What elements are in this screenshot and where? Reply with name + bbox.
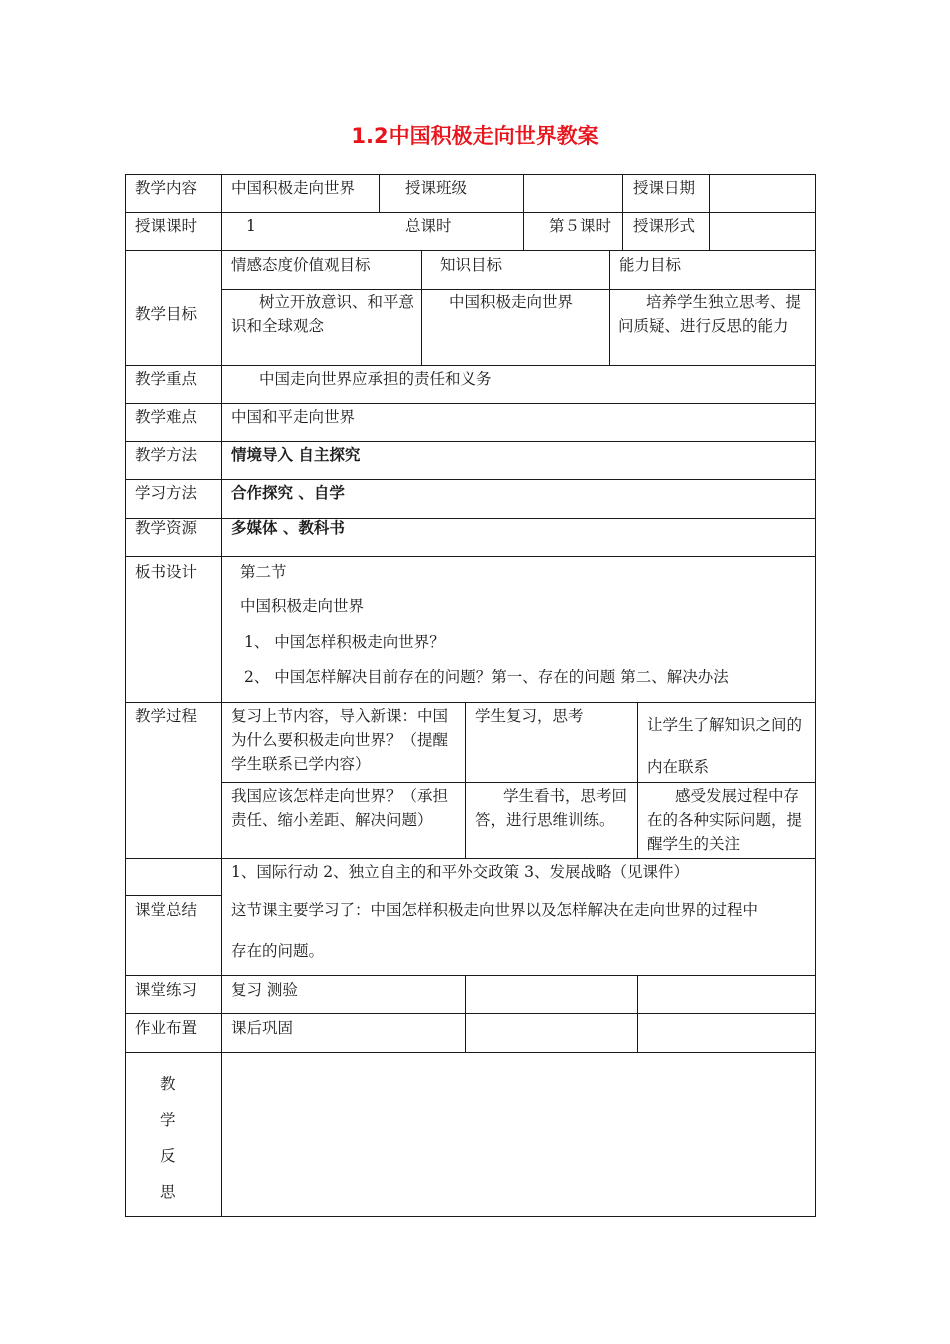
difficulty-label: 教学难点: [135, 408, 198, 426]
board-line-4: 2、 中国怎样解决目前存在的问题？第一、存在的问题 第二、解决办法: [244, 668, 729, 686]
content-value: 中国积极走向世界: [231, 179, 356, 197]
hours-label: 授课课时: [135, 217, 198, 235]
reflection-char-1: 教: [160, 1075, 176, 1093]
practice-label: 课堂练习: [135, 981, 198, 999]
total-hours-label: 总课时: [405, 217, 452, 235]
summary-label: 课堂总结: [135, 901, 198, 919]
goal-header-ability: 能力目标: [619, 256, 682, 274]
summary-line-1: 1、国际行动 2、独立自主的和平外交政策 3、发展战略（见课件）: [231, 863, 689, 881]
form-label: 授课形式: [633, 217, 696, 235]
process-row2-teacher: 我国应该怎样走向世界？（承担责任、缩小差距、解决问题）: [231, 787, 449, 829]
key-point-label: 教学重点: [135, 370, 198, 388]
learning-method-value: 合作探究 、自学: [231, 484, 345, 502]
goal-attitude-value: 树立开放意识、和平意识和全球观念: [231, 293, 415, 335]
goals-label: 教学目标: [135, 305, 198, 323]
board-label: 板书设计: [135, 563, 198, 581]
process-row2-student: 学生看书，思考回答，进行思维训练。: [475, 787, 628, 829]
goal-header-attitude: 情感态度价值观目标: [231, 256, 371, 274]
process-label: 教学过程: [135, 707, 198, 725]
content-label: 教学内容: [135, 179, 198, 197]
process-row1-teacher: 复习上节内容，导入新课：中国为什么要积极走向世界？（提醒学生联系已学内容）: [231, 707, 449, 773]
difficulty-value: 中国和平走向世界: [231, 408, 356, 426]
hours-value: 1: [246, 217, 256, 235]
board-line-2: 中国积极走向世界: [240, 597, 365, 615]
teaching-method-value: 情境导入 自主探究: [231, 446, 361, 464]
process-row1-purpose: 让学生了解知识之间的内在联系: [647, 716, 803, 776]
class-label: 授课班级: [405, 179, 468, 197]
practice-value: 复习 测验: [231, 981, 298, 999]
goal-knowledge-value: 中国积极走向世界: [449, 293, 574, 311]
board-line-1: 第二节: [240, 563, 287, 581]
key-point-value: 中国走向世界应承担的责任和义务: [259, 370, 492, 388]
teaching-method-label: 教学方法: [135, 446, 198, 464]
summary-line-2: 这节课主要学习了：中国怎样积极走向世界以及怎样解决在走向世界的过程中: [231, 901, 759, 919]
reflection-char-2: 学: [160, 1111, 176, 1129]
process-row1-student: 学生复习，思考: [475, 707, 584, 725]
homework-value: 课后巩固: [231, 1019, 294, 1037]
process-row2-purpose: 感受发展过程中存在的各种实际问题，提醒学生的关注: [647, 787, 803, 853]
reflection-char-4: 思: [160, 1183, 176, 1201]
goal-header-knowledge: 知识目标: [440, 256, 503, 274]
resources-value: 多媒体 、教科书: [231, 519, 345, 537]
homework-label: 作业布置: [135, 1019, 198, 1037]
board-line-3: 1、 中国怎样积极走向世界？: [244, 633, 445, 651]
reflection-char-3: 反: [160, 1147, 176, 1165]
learning-method-label: 学习方法: [135, 484, 198, 502]
document-title: 1.2中国积极走向世界教案: [351, 124, 599, 148]
goal-ability-value: 培养学生独立思考、提问质疑、进行反思的能力: [618, 293, 802, 335]
resources-label: 教学资源: [135, 519, 198, 537]
summary-line-3: 存在的问题。: [231, 942, 325, 960]
total-hours-value: 第５课时: [549, 217, 612, 235]
date-label: 授课日期: [633, 179, 696, 197]
